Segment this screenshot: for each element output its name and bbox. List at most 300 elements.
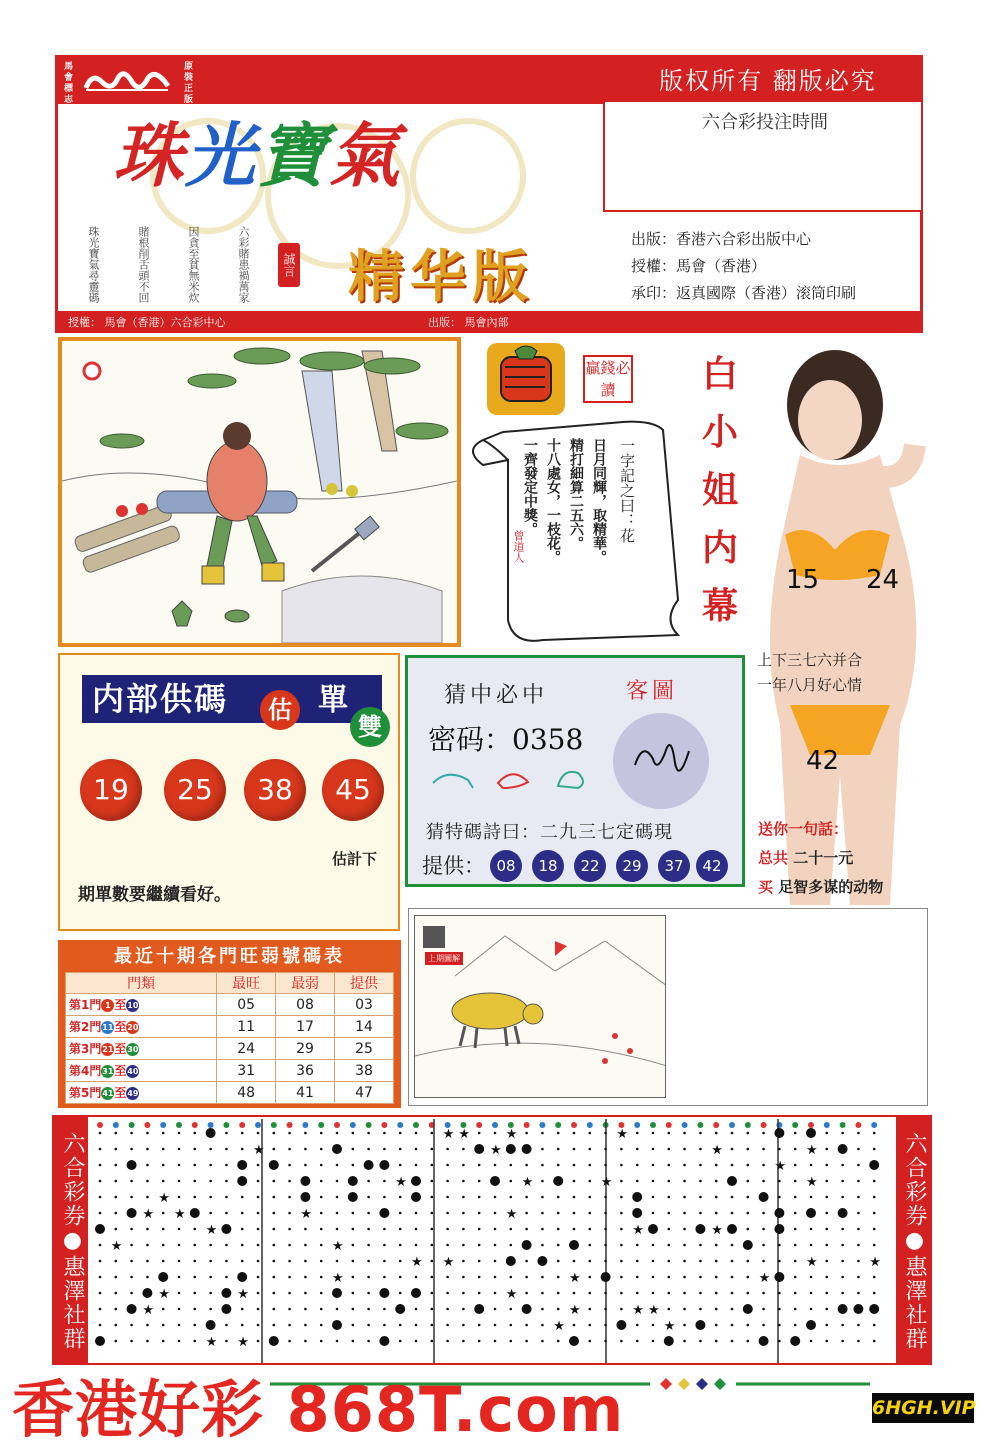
grid-star-mark: ★ <box>490 1143 502 1158</box>
grid-dot <box>873 1148 876 1151</box>
grid-dot <box>762 1180 765 1183</box>
grid-dot <box>557 1164 560 1167</box>
model-title-char: 小 <box>701 411 738 453</box>
grid-filled-mark <box>774 1272 784 1282</box>
grid-dot <box>794 1244 797 1247</box>
grid-filled-mark <box>411 1192 421 1202</box>
grid-dot <box>636 1244 639 1247</box>
table-title: 最近十期各門旺弱號碼表 <box>114 946 345 967</box>
grid-star-mark: ★ <box>442 1255 455 1270</box>
grid-dot <box>857 1260 860 1263</box>
grid-dot <box>857 1228 860 1231</box>
model-number: 42 <box>806 746 840 776</box>
grid-dot <box>399 1148 402 1151</box>
grid-dot <box>99 1244 102 1247</box>
grid-dot <box>478 1228 481 1231</box>
grid-dot <box>794 1164 797 1167</box>
grid-filled-mark <box>95 1336 105 1346</box>
grid-dot <box>589 1180 592 1183</box>
publish-info <box>631 226 856 307</box>
grid-dot <box>826 1292 829 1295</box>
door-label: 第3門 <box>69 1042 102 1056</box>
grid-header-dot <box>366 1122 372 1128</box>
grid-dot <box>288 1292 291 1295</box>
grid-dot <box>478 1180 481 1183</box>
grid-dot <box>162 1340 165 1343</box>
grid-dot <box>336 1308 339 1311</box>
grid-header-dot <box>97 1122 103 1128</box>
grid-filled-mark <box>869 1160 879 1170</box>
grid-dot <box>652 1340 655 1343</box>
grid-dot <box>399 1324 402 1327</box>
grid-dot <box>573 1292 576 1295</box>
grid-dot <box>99 1324 102 1327</box>
grid-dot <box>589 1324 592 1327</box>
grid-filled-mark <box>95 1224 105 1234</box>
grid-dot <box>810 1308 813 1311</box>
grid-dot <box>257 1212 260 1215</box>
grid-dot <box>209 1244 212 1247</box>
grid-dot <box>115 1308 118 1311</box>
grid-dot <box>589 1148 592 1151</box>
title-char-3: 寶 <box>257 114 329 197</box>
grid-dot <box>352 1228 355 1231</box>
grid-filled-mark <box>332 1288 342 1298</box>
grid-dot <box>320 1164 323 1167</box>
grid-dot <box>130 1324 133 1327</box>
grid-dot <box>162 1212 165 1215</box>
grid-dot <box>115 1180 118 1183</box>
hint-line: 一年八月好心情 <box>757 676 863 694</box>
grid-dot <box>510 1196 513 1199</box>
grid-dot <box>399 1340 402 1343</box>
grid-dot <box>478 1212 481 1215</box>
grid-star-mark: ★ <box>237 1287 249 1302</box>
grid-dot <box>178 1132 181 1135</box>
grid-dot <box>731 1308 734 1311</box>
grid-header-dot <box>129 1122 135 1128</box>
grid-filled-mark <box>506 1256 516 1266</box>
grid-dot <box>683 1244 686 1247</box>
grid-dot <box>225 1196 228 1199</box>
grid-dot <box>494 1292 497 1295</box>
grid-filled-mark <box>601 1272 611 1282</box>
logo-tag-right: 原裝正版 <box>184 62 194 105</box>
grid-dot <box>652 1324 655 1327</box>
grid-dot <box>367 1292 370 1295</box>
grid-dot <box>604 1324 607 1327</box>
logo <box>62 60 202 104</box>
grid-dot <box>146 1132 149 1135</box>
grid-dot <box>383 1148 386 1151</box>
grid-dot <box>209 1308 212 1311</box>
copyright-notice: 版权所有 翻版必究 <box>659 67 877 95</box>
door-from-ball: 21 <box>102 1045 114 1054</box>
guess-code <box>428 718 583 758</box>
grid-dot <box>620 1212 623 1215</box>
grid-header-dot <box>208 1122 214 1128</box>
grid-dot <box>225 1324 228 1327</box>
grid-filled-mark <box>332 1144 342 1154</box>
verse-line: 精打細算二五六。 <box>568 438 584 550</box>
grid-dot <box>683 1228 686 1231</box>
grid-dot <box>810 1196 813 1199</box>
tip-cell: 47 <box>335 1082 394 1104</box>
grid-dot <box>257 1228 260 1231</box>
grid-filled-mark <box>411 1288 421 1298</box>
grid-filled-mark <box>727 1176 737 1186</box>
grid-dot <box>604 1308 607 1311</box>
grid-dot <box>683 1324 686 1327</box>
grid-dot <box>462 1228 465 1231</box>
grid-header-dot <box>824 1122 830 1128</box>
grid-filled-mark <box>774 1128 784 1138</box>
grid-filled-mark <box>522 1144 532 1154</box>
grid-dot <box>336 1164 339 1167</box>
hot-cell: 24 <box>217 1038 276 1060</box>
grid-dot <box>99 1276 102 1279</box>
grid-header-dot <box>397 1122 403 1128</box>
win-money-label: 贏錢必讀 <box>583 355 633 403</box>
grid-filled-mark <box>221 1304 231 1314</box>
ox-illustration <box>415 916 666 1098</box>
model-title-char: 姐 <box>701 469 738 511</box>
grid-header-dot <box>239 1122 245 1128</box>
grid-dot <box>478 1260 481 1263</box>
supply-ball: 19 <box>80 759 142 821</box>
guess-poem <box>426 818 673 844</box>
grid-dot <box>731 1244 734 1247</box>
grid-dot <box>257 1308 260 1311</box>
grid-dot <box>731 1164 734 1167</box>
grid-dot <box>257 1244 260 1247</box>
grid-dot <box>225 1244 228 1247</box>
grid-dot <box>304 1148 307 1151</box>
grid-dot <box>810 1164 813 1167</box>
grid-filled-mark <box>300 1192 310 1202</box>
grid-dot <box>336 1180 339 1183</box>
verse-heading: 一字記之曰：花 <box>618 438 636 543</box>
grid-dot <box>336 1132 339 1135</box>
grid-dot <box>431 1228 434 1231</box>
grid-header-dot <box>840 1122 846 1128</box>
grid-dot <box>383 1228 386 1231</box>
hint-line: 上下三七六并合 <box>757 651 863 669</box>
grid-dot <box>415 1212 418 1215</box>
grid-dot <box>352 1164 355 1167</box>
grid-dot <box>494 1212 497 1215</box>
grid-dot <box>699 1164 702 1167</box>
grid-dot <box>747 1212 750 1215</box>
grid-dot <box>841 1276 844 1279</box>
grid-dot <box>194 1276 197 1279</box>
fist-money-icon <box>487 343 565 415</box>
grid-dot <box>478 1244 481 1247</box>
grid-dot <box>415 1276 418 1279</box>
grid-dot <box>352 1308 355 1311</box>
grid-dot <box>478 1340 481 1343</box>
grid-dot <box>699 1260 702 1263</box>
verse-line: 日月同輝，取精華。 <box>591 438 607 564</box>
grid-dot <box>589 1260 592 1263</box>
grid-dot <box>826 1308 829 1311</box>
grid-filled-mark <box>838 1304 848 1314</box>
grid-dot <box>304 1324 307 1327</box>
grid-dot <box>431 1340 434 1343</box>
grid-filled-mark <box>743 1304 753 1314</box>
grid-dot <box>510 1244 513 1247</box>
grid-star-mark: ★ <box>553 1319 565 1334</box>
grid-dot <box>826 1180 829 1183</box>
grid-dot <box>146 1148 149 1151</box>
grid-dot <box>399 1228 402 1231</box>
grid-dot <box>225 1132 228 1135</box>
grid-dot <box>841 1260 844 1263</box>
grid-header-dot <box>476 1122 482 1128</box>
grid-dot <box>620 1244 623 1247</box>
supply-note: 期單數要繼續看好。 <box>78 885 231 905</box>
grid-dot <box>446 1148 449 1151</box>
grid-dot <box>304 1244 307 1247</box>
grid-dot <box>762 1308 765 1311</box>
grid-star-mark: ★ <box>521 1175 534 1190</box>
grid-header-dot <box>666 1122 672 1128</box>
grid-dot <box>399 1164 402 1167</box>
grid-dot <box>715 1164 718 1167</box>
grid-dot <box>415 1308 418 1311</box>
grid-dot <box>873 1212 876 1215</box>
grid-dot <box>841 1340 844 1343</box>
grid-dot <box>431 1260 434 1263</box>
grid-dot <box>257 1292 260 1295</box>
grid-filled-mark <box>142 1288 152 1298</box>
grid-header-dot <box>176 1122 182 1128</box>
grid-dot <box>273 1180 276 1183</box>
grid-dot <box>668 1196 671 1199</box>
hot-cell: 48 <box>217 1082 276 1104</box>
grid-dot <box>273 1132 276 1135</box>
grid-dot <box>620 1180 623 1183</box>
grid-filled-mark <box>379 1288 389 1298</box>
grid-dot <box>178 1228 181 1231</box>
grid-dot <box>810 1244 813 1247</box>
door-cell: 第1門 1 至10 <box>66 994 217 1016</box>
grid-star-mark: ★ <box>774 1159 787 1174</box>
hot-cell: 05 <box>217 994 276 1016</box>
grid-dot <box>715 1324 718 1327</box>
door-to-ball: 10 <box>127 1001 139 1010</box>
grid-filled-mark <box>379 1160 389 1170</box>
grid-filled-mark <box>648 1224 658 1234</box>
model-hint <box>757 648 862 698</box>
grid-dot <box>99 1132 102 1135</box>
grid-dot <box>178 1308 181 1311</box>
grid-dot <box>826 1276 829 1279</box>
grid-filled-mark <box>774 1224 784 1234</box>
motto-column: 六彩賭患禍萬家 <box>237 226 250 303</box>
grid-star-mark: ★ <box>632 1223 644 1238</box>
grid-dot <box>826 1228 829 1231</box>
grid-dot <box>620 1340 623 1343</box>
tip-label: 送你一句話： <box>758 820 849 838</box>
grid-dot <box>178 1340 181 1343</box>
grid-dot <box>810 1228 813 1231</box>
grid-dot <box>620 1276 623 1279</box>
grid-dot <box>810 1276 813 1279</box>
grid-header-dot <box>318 1122 324 1128</box>
grid-filled-mark <box>569 1336 579 1346</box>
grid-dot <box>494 1164 497 1167</box>
grid-dot <box>462 1212 465 1215</box>
grid-dot <box>794 1260 797 1263</box>
grid-dot <box>352 1260 355 1263</box>
grid-dot <box>415 1148 418 1151</box>
hot-cell: 11 <box>217 1016 276 1038</box>
grid-dot <box>99 1308 102 1311</box>
grid-dot <box>778 1148 781 1151</box>
grid-star-mark: ★ <box>806 1175 818 1190</box>
grid-dot <box>304 1308 307 1311</box>
cold-cell: 36 <box>276 1060 335 1082</box>
grid-dot <box>225 1164 228 1167</box>
grid-dot <box>194 1244 197 1247</box>
grid-filled-mark <box>695 1320 705 1330</box>
publish-line: 出版：香港六合彩出版中心 <box>631 230 812 248</box>
grid-dot <box>794 1148 797 1151</box>
door-from-ball: 41 <box>102 1089 114 1098</box>
grid-dot <box>636 1260 639 1263</box>
grid-dot <box>762 1212 765 1215</box>
grid-dot <box>130 1292 133 1295</box>
grid-header-dot <box>855 1122 861 1128</box>
grid-dot <box>320 1260 323 1263</box>
grid-star-mark: ★ <box>158 1191 170 1206</box>
grid-dot <box>431 1324 434 1327</box>
grid-dot <box>778 1244 781 1247</box>
grid-dot <box>683 1260 686 1263</box>
grid-dot <box>747 1260 750 1263</box>
grid-dot <box>130 1148 133 1151</box>
grid-dot <box>715 1260 718 1263</box>
grid-filled-mark <box>237 1272 247 1282</box>
grid-star-mark: ★ <box>806 1255 818 1270</box>
grid-dot <box>257 1180 260 1183</box>
provide-ball: 18 <box>532 850 564 882</box>
double-tag: 雙 <box>350 707 390 747</box>
door-from-ball: 1 <box>101 999 114 1012</box>
grid-star-mark: ★ <box>711 1143 723 1158</box>
grid-dot <box>162 1308 165 1311</box>
grid-dot <box>652 1164 655 1167</box>
grid-filled-mark <box>237 1160 247 1170</box>
grid-dot <box>541 1132 544 1135</box>
grid-dot <box>525 1260 528 1263</box>
grid-dot <box>573 1132 576 1135</box>
grid-dot <box>352 1276 355 1279</box>
grid-dot <box>715 1276 718 1279</box>
supply-ball: 38 <box>244 759 306 821</box>
grid-dot <box>510 1228 513 1231</box>
grid-dot <box>699 1292 702 1295</box>
grid-dot <box>241 1212 244 1215</box>
grid-dot <box>873 1132 876 1135</box>
tip-text: 足智多谋的动物 <box>778 878 884 896</box>
header-footer-band <box>58 311 920 331</box>
grid-dot <box>715 1196 718 1199</box>
grid-dot <box>162 1132 165 1135</box>
grid-dot <box>699 1180 702 1183</box>
grid-dot <box>494 1340 497 1343</box>
grid-dot <box>541 1148 544 1151</box>
grid-dot <box>383 1308 386 1311</box>
grid-dot <box>873 1292 876 1295</box>
grid-filled-mark <box>806 1208 816 1218</box>
grid-dot <box>636 1148 639 1151</box>
tip-cell: 38 <box>335 1060 394 1082</box>
grid-dot <box>525 1292 528 1295</box>
grid-filled-mark <box>490 1176 500 1186</box>
door-label: 第4門 <box>69 1064 102 1078</box>
grid-header-dot <box>650 1122 656 1128</box>
grid-dot <box>731 1276 734 1279</box>
grid-star-mark: ★ <box>332 1271 344 1286</box>
door-from-ball: 31 <box>102 1067 114 1076</box>
supply-ball: 45 <box>322 759 384 821</box>
grid-dot <box>415 1164 418 1167</box>
grid-dot <box>320 1212 323 1215</box>
grid-dot <box>194 1260 197 1263</box>
grid-header-dot <box>682 1122 688 1128</box>
grid-dot <box>762 1244 765 1247</box>
grid-dot <box>178 1292 181 1295</box>
grid-dot <box>194 1228 197 1231</box>
grid-dot <box>383 1324 386 1327</box>
grid-dot <box>257 1324 260 1327</box>
grid-dot <box>668 1244 671 1247</box>
grid-dot <box>731 1196 734 1199</box>
grid-filled-mark <box>221 1288 231 1298</box>
grid-dot <box>352 1212 355 1215</box>
grid-filled-mark <box>632 1208 642 1218</box>
grid-dot <box>541 1276 544 1279</box>
grid-dot <box>273 1244 276 1247</box>
grid-side-label-right: 六合彩券●惠澤社群 <box>896 1117 930 1363</box>
code-label: 密码： <box>428 723 513 756</box>
grid-dot <box>826 1260 829 1263</box>
grid-dot <box>288 1212 291 1215</box>
grid-dot <box>241 1132 244 1135</box>
grid-dot <box>462 1164 465 1167</box>
grid-dot <box>462 1308 465 1311</box>
grid-dot <box>320 1340 323 1343</box>
grid-filled-mark <box>237 1176 247 1186</box>
grid-filled-mark <box>379 1336 389 1346</box>
grid-dot <box>541 1212 544 1215</box>
grid-filled-mark <box>553 1176 563 1186</box>
grid-star-mark: ★ <box>648 1303 660 1318</box>
grid-dot <box>541 1196 544 1199</box>
grid-star-mark: ★ <box>237 1335 249 1350</box>
grid-dot <box>557 1132 560 1135</box>
guess-title: 猜中必中 <box>444 683 549 708</box>
grid-star-mark: ★ <box>569 1271 581 1286</box>
grid-star-mark: ★ <box>869 1255 881 1270</box>
door-from-ball: 11 <box>102 1023 114 1032</box>
grid-dot <box>99 1196 102 1199</box>
grid-dot <box>636 1164 639 1167</box>
table-row <box>66 1016 394 1038</box>
single-tag: 單 <box>318 683 348 718</box>
